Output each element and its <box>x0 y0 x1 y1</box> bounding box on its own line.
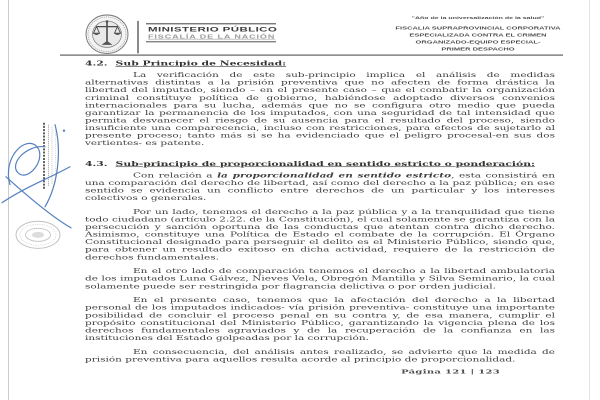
paragraph-afectacion-derecho: En el presente caso, tenemos que la afectación del derecho a la libertad personal de los imputados indicados- vía prisión preventiva- constituye una importante posibilidad de concluir el proceso penal en su contra y, de esa manera, cumplir el propósito constitucional del Ministerio Público, garantizando la vigencia plena de los derechos fundamentales agraviados y de la recuperación de la confianza en las instituciones del Estado golpeadas por la corrupción. <box>85 296 555 342</box>
handwritten-signature <box>2 125 71 228</box>
section-heading-4-2 <box>85 60 555 68</box>
section-heading-4-3 <box>85 160 555 168</box>
paragraph-text: Con relación a <box>133 172 218 180</box>
ministerio-publico-seal-icon <box>84 14 130 55</box>
header-motto: "Año de la universalización de la salud" <box>411 16 545 21</box>
faint-oval-seal <box>16 221 60 248</box>
office-line-1: FISCALIA SUPRAPROVINCIAL CORPORATIVA <box>395 25 561 31</box>
page-number: Página 121 | 123 <box>401 368 500 376</box>
org-name-block <box>146 23 276 42</box>
paragraph-conclusion: En consecuencia, del análisis antes realizado, se advierte que la medida de prisión preventiva para aquellos resulta acorde al principio de proporcionalidad. <box>85 348 555 364</box>
office-line-3: ORGANIZADO-EQUIPO ESPECIAL- <box>415 39 541 45</box>
section-title: Sub Principio de Necesidad: <box>115 59 287 68</box>
paragraph-proporcionalidad-intro <box>85 172 555 202</box>
org-name-line1: MINISTERIO PÚBLICO <box>148 26 278 34</box>
emphasized-phrase: la proporcionalidad en sentido estricto <box>217 172 452 180</box>
office-line-2: ESPECIALIZADA CONTRA EL CRIMEN <box>409 32 547 38</box>
section-title: Sub-principio de proporcionalidad en sentido estricto o ponderación: <box>115 160 536 168</box>
header-office-block <box>378 15 578 53</box>
section-number: 4.2. <box>85 59 108 68</box>
document-body <box>85 60 555 364</box>
paragraph-paz-publica: Por un lado, tenemos el derecho a la paz pública y a la tranquilidad que tiene todo ciudadano (artículo 2.22. de la Constitución), el cual solamente se garantiza con la persecución y sanción oportuna de las conductas que atentan contra dicho derecho. Asimismo, constituye una Política de Estado el combate de la corrupción. El Órgano Constitucional designado para perseguir el delito es el Ministerio Público, siendo que, para obtener un resultado exitoso en dicha actividad, requiere de la restricción de derechos fundamentales. <box>85 208 555 261</box>
paragraph-libertad-ambulatoria: En el otro lado de comparación tenemos el derecho a la libertad ambulatoria de los imputados Luna Gálvez, Nieves Vela, Obregón Mantilla y Silva Seminario, la cual solamente puede ser restringida por flagrancia delictiva o por orden judicial. <box>85 267 555 290</box>
margin-annotations <box>0 85 76 260</box>
scan-right-edge <box>589 0 590 400</box>
section-number: 4.3. <box>85 160 108 168</box>
scan-left-edge <box>8 0 9 400</box>
paragraph-necesidad: La verificación de este sub-principio implica el análisis de medidas alternativas distintas a la prisión preventiva que no afecten de forma drástica la libertad del imputado, siendo – en el presente caso – que el combatir la organización criminal constituye política de gobierno, habiéndose adoptado diversos convenios internacionales para su lucha, además que no se configura otro medio que pueda garantizar la permanencia de los imputados, con una seguridad de tal intensidad que permita desvanecer el riesgo de su ausencia para el resultado del proceso, siendo insuficiente una comparecencia, incluso con restricciones, para efectos de sujetarlo al presente proceso; tanto más si se ha evidenciado que el peligro procesal-en sus dos vertientes- es patente. <box>85 71 555 147</box>
header-rule <box>60 55 563 56</box>
header-divider <box>137 21 139 53</box>
org-name-line2: FISCALÍA DE LA NACIÓN <box>148 33 276 40</box>
paragraph-text: , esta consistirá en una comparación del derecho de libertad, así como del derecho a la paz pública; en ese sentido se evidencia un conflicto entre derechos de un particular y los intereses colectivos o generales. <box>85 172 555 202</box>
vertical-official-stamp <box>44 123 56 189</box>
office-line-4: PRIMER DESPACHO <box>441 46 515 52</box>
